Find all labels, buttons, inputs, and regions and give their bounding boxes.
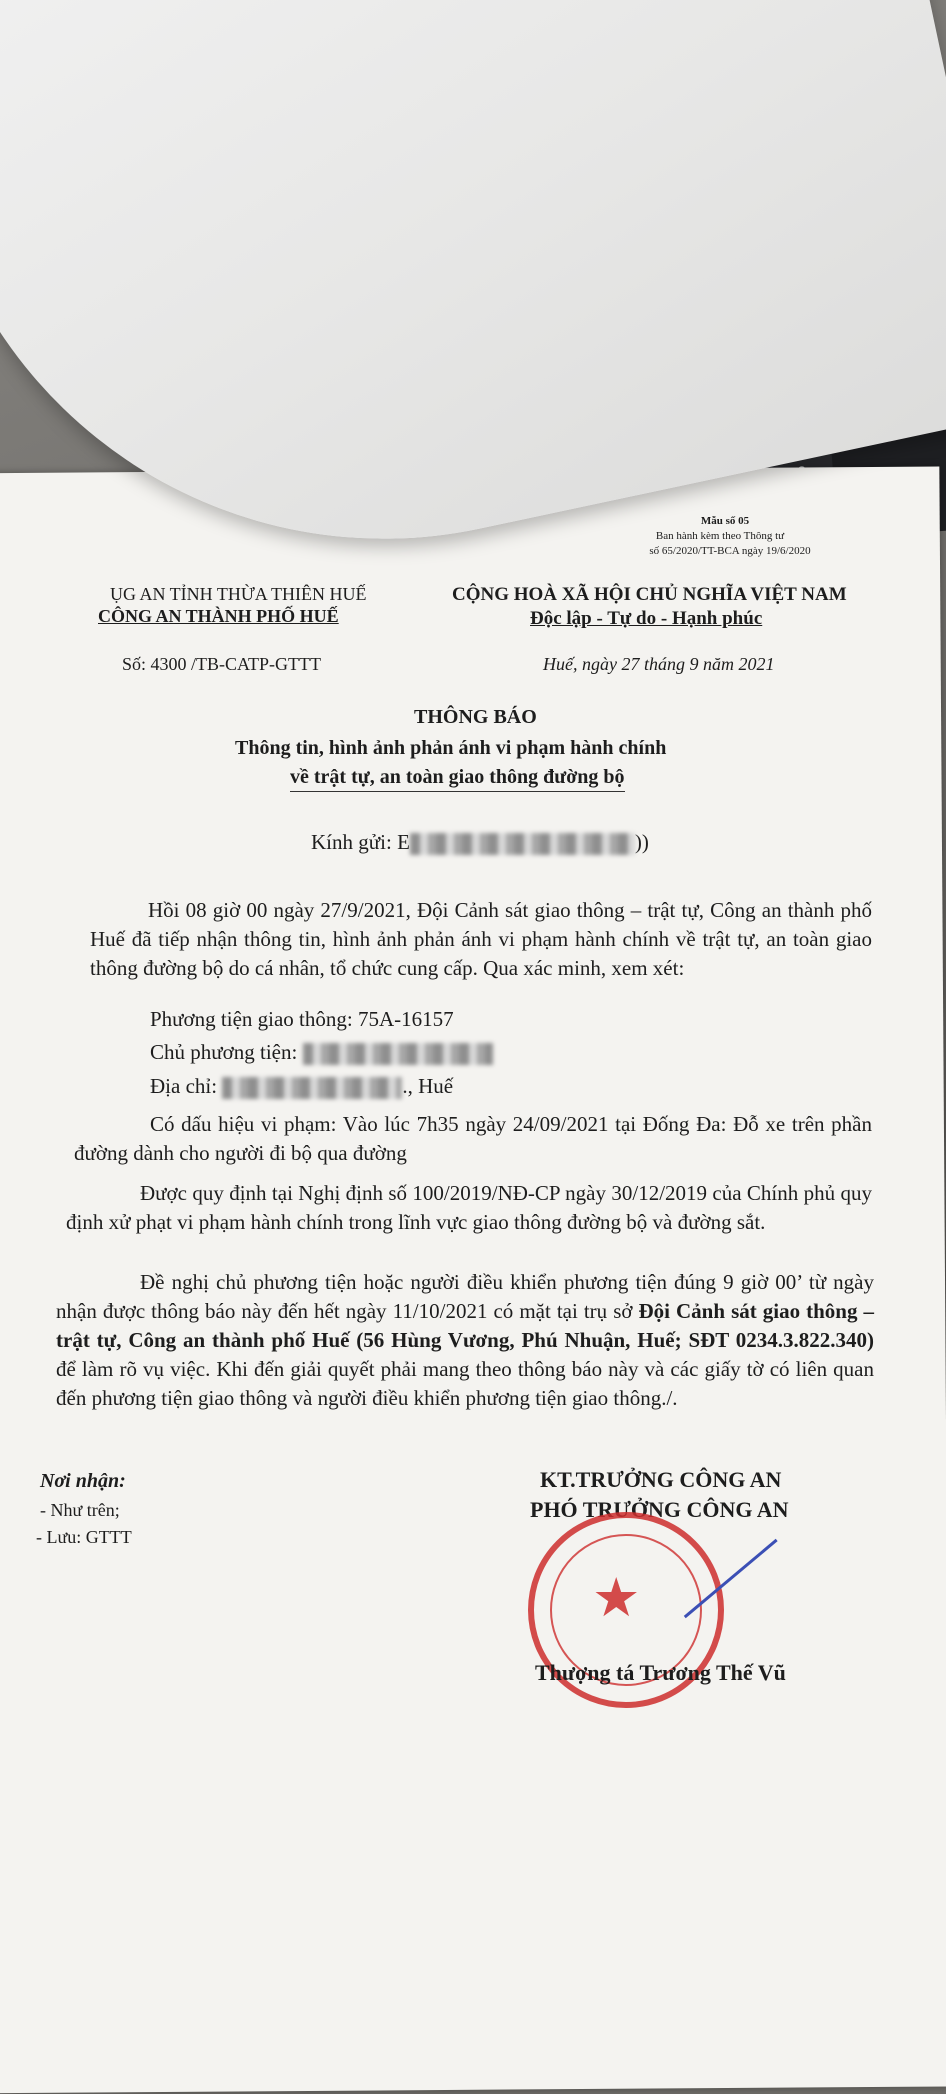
recipient-item-1: - Như trên; xyxy=(40,1500,120,1520)
form-note-2: số 65/2020/TT-BCA ngày 19/6/2020 xyxy=(649,545,811,557)
owner-label: Chủ phương tiện: xyxy=(150,1040,298,1064)
recipient-item-2: - Lưu: GTTT xyxy=(36,1527,132,1547)
redacted-address xyxy=(222,1077,402,1099)
redacted-owner xyxy=(303,1043,493,1065)
signature-title-2: PHÓ TRƯỞNG CÔNG AN xyxy=(530,1497,789,1522)
request-office: Đội Cảnh sát giao thông – trật tự, Công an thành phố Huế (56 Hùng Vương, Phú Nhuận, Huế; SĐT 0234.3.822.340) xyxy=(56,1299,874,1352)
recipient-close: )) xyxy=(634,830,649,854)
parent-agency: ỤG AN TỈNH THỪA THIÊN HUẾ xyxy=(110,584,367,604)
vehicle-line: Phương tiện giao thông: 75A-16157 xyxy=(150,1007,454,1031)
date-line: Huế, ngày 27 tháng 9 năm 2021 xyxy=(543,654,775,674)
owner-line xyxy=(150,1040,493,1065)
motto: Độc lập - Tự do - Hạnh phúc xyxy=(530,608,763,629)
address-label: Địa chỉ: xyxy=(150,1074,218,1098)
request-paragraph xyxy=(56,1268,874,1413)
recipient-line xyxy=(311,830,649,855)
recipient-initial: E xyxy=(397,830,410,854)
intro-paragraph: Hồi 08 giờ 00 ngày 27/9/2021, Đội Cảnh sát giao thông – trật tự, Công an thành phố Huế đã tiếp nhận thông tin, hình ảnh phản ánh vi phạm hành chính về trật tự, an toàn giao thông đường bộ do cá nhân, tổ chức cung cấp. Qua xác minh, xem xét: xyxy=(90,898,872,980)
redacted-recipient xyxy=(410,833,635,855)
agency-name: CÔNG AN THÀNH PHỐ HUẾ xyxy=(98,606,339,626)
form-number: Mẫu số 05 xyxy=(700,515,750,527)
violation-paragraph: Có dấu hiệu vi phạm: Vào lúc 7h35 ngày 24/09/2021 tại Đống Đa: Đỗ xe trên phần đường dành cho người đi bộ qua đường xyxy=(74,1112,872,1165)
address-city: ., Huế xyxy=(402,1074,454,1098)
request-text-a: Đề nghị chủ phương tiện hoặc người điều khiển phương tiện đúng 9 giờ 00’ từ ngày nhận được thông báo này đến hết ngày 11/10/2021 có mặt tại trụ sở xyxy=(56,1270,874,1323)
address-line xyxy=(150,1074,453,1099)
document-number: Số: 4300 /TB-CATP-GTTT xyxy=(122,654,322,674)
seal-star-icon: ★ xyxy=(592,1568,641,1628)
signer-name: Thượng tá Trương Thế Vũ xyxy=(535,1660,786,1685)
request-text-b: để làm rõ vụ việc. Khi đến giải quyết phải mang theo thông báo này và các giấy tờ có liên quan đến phương tiện giao thông và người điều khiển phương tiện giao thông./. xyxy=(56,1357,874,1410)
form-note-1: Ban hành kèm theo Thông tư xyxy=(655,530,785,542)
legal-basis-paragraph: Được quy định tại Nghị định số 100/2019/NĐ-CP ngày 30/12/2019 của Chính phủ quy định xử phạt vi phạm hành chính trong lĩnh vực giao thông đường bộ và đường sắt. xyxy=(66,1181,872,1234)
recipient-label: Kính gửi: xyxy=(311,830,392,854)
recipients-label: Nơi nhận: xyxy=(40,1470,126,1492)
document-subtitle-1: Thông tin, hình ảnh phản ánh vi phạm hành chính xyxy=(235,737,667,759)
signature-title-1: KT.TRƯỞNG CÔNG AN xyxy=(540,1467,782,1492)
nation-heading: CỘNG HOÀ XÃ HỘI CHỦ NGHĨA VIỆT NAM xyxy=(452,584,847,605)
document-title: THÔNG BÁO xyxy=(414,706,537,728)
document-subtitle-2: về trật tự, an toàn giao thông đường bộ xyxy=(290,766,625,792)
